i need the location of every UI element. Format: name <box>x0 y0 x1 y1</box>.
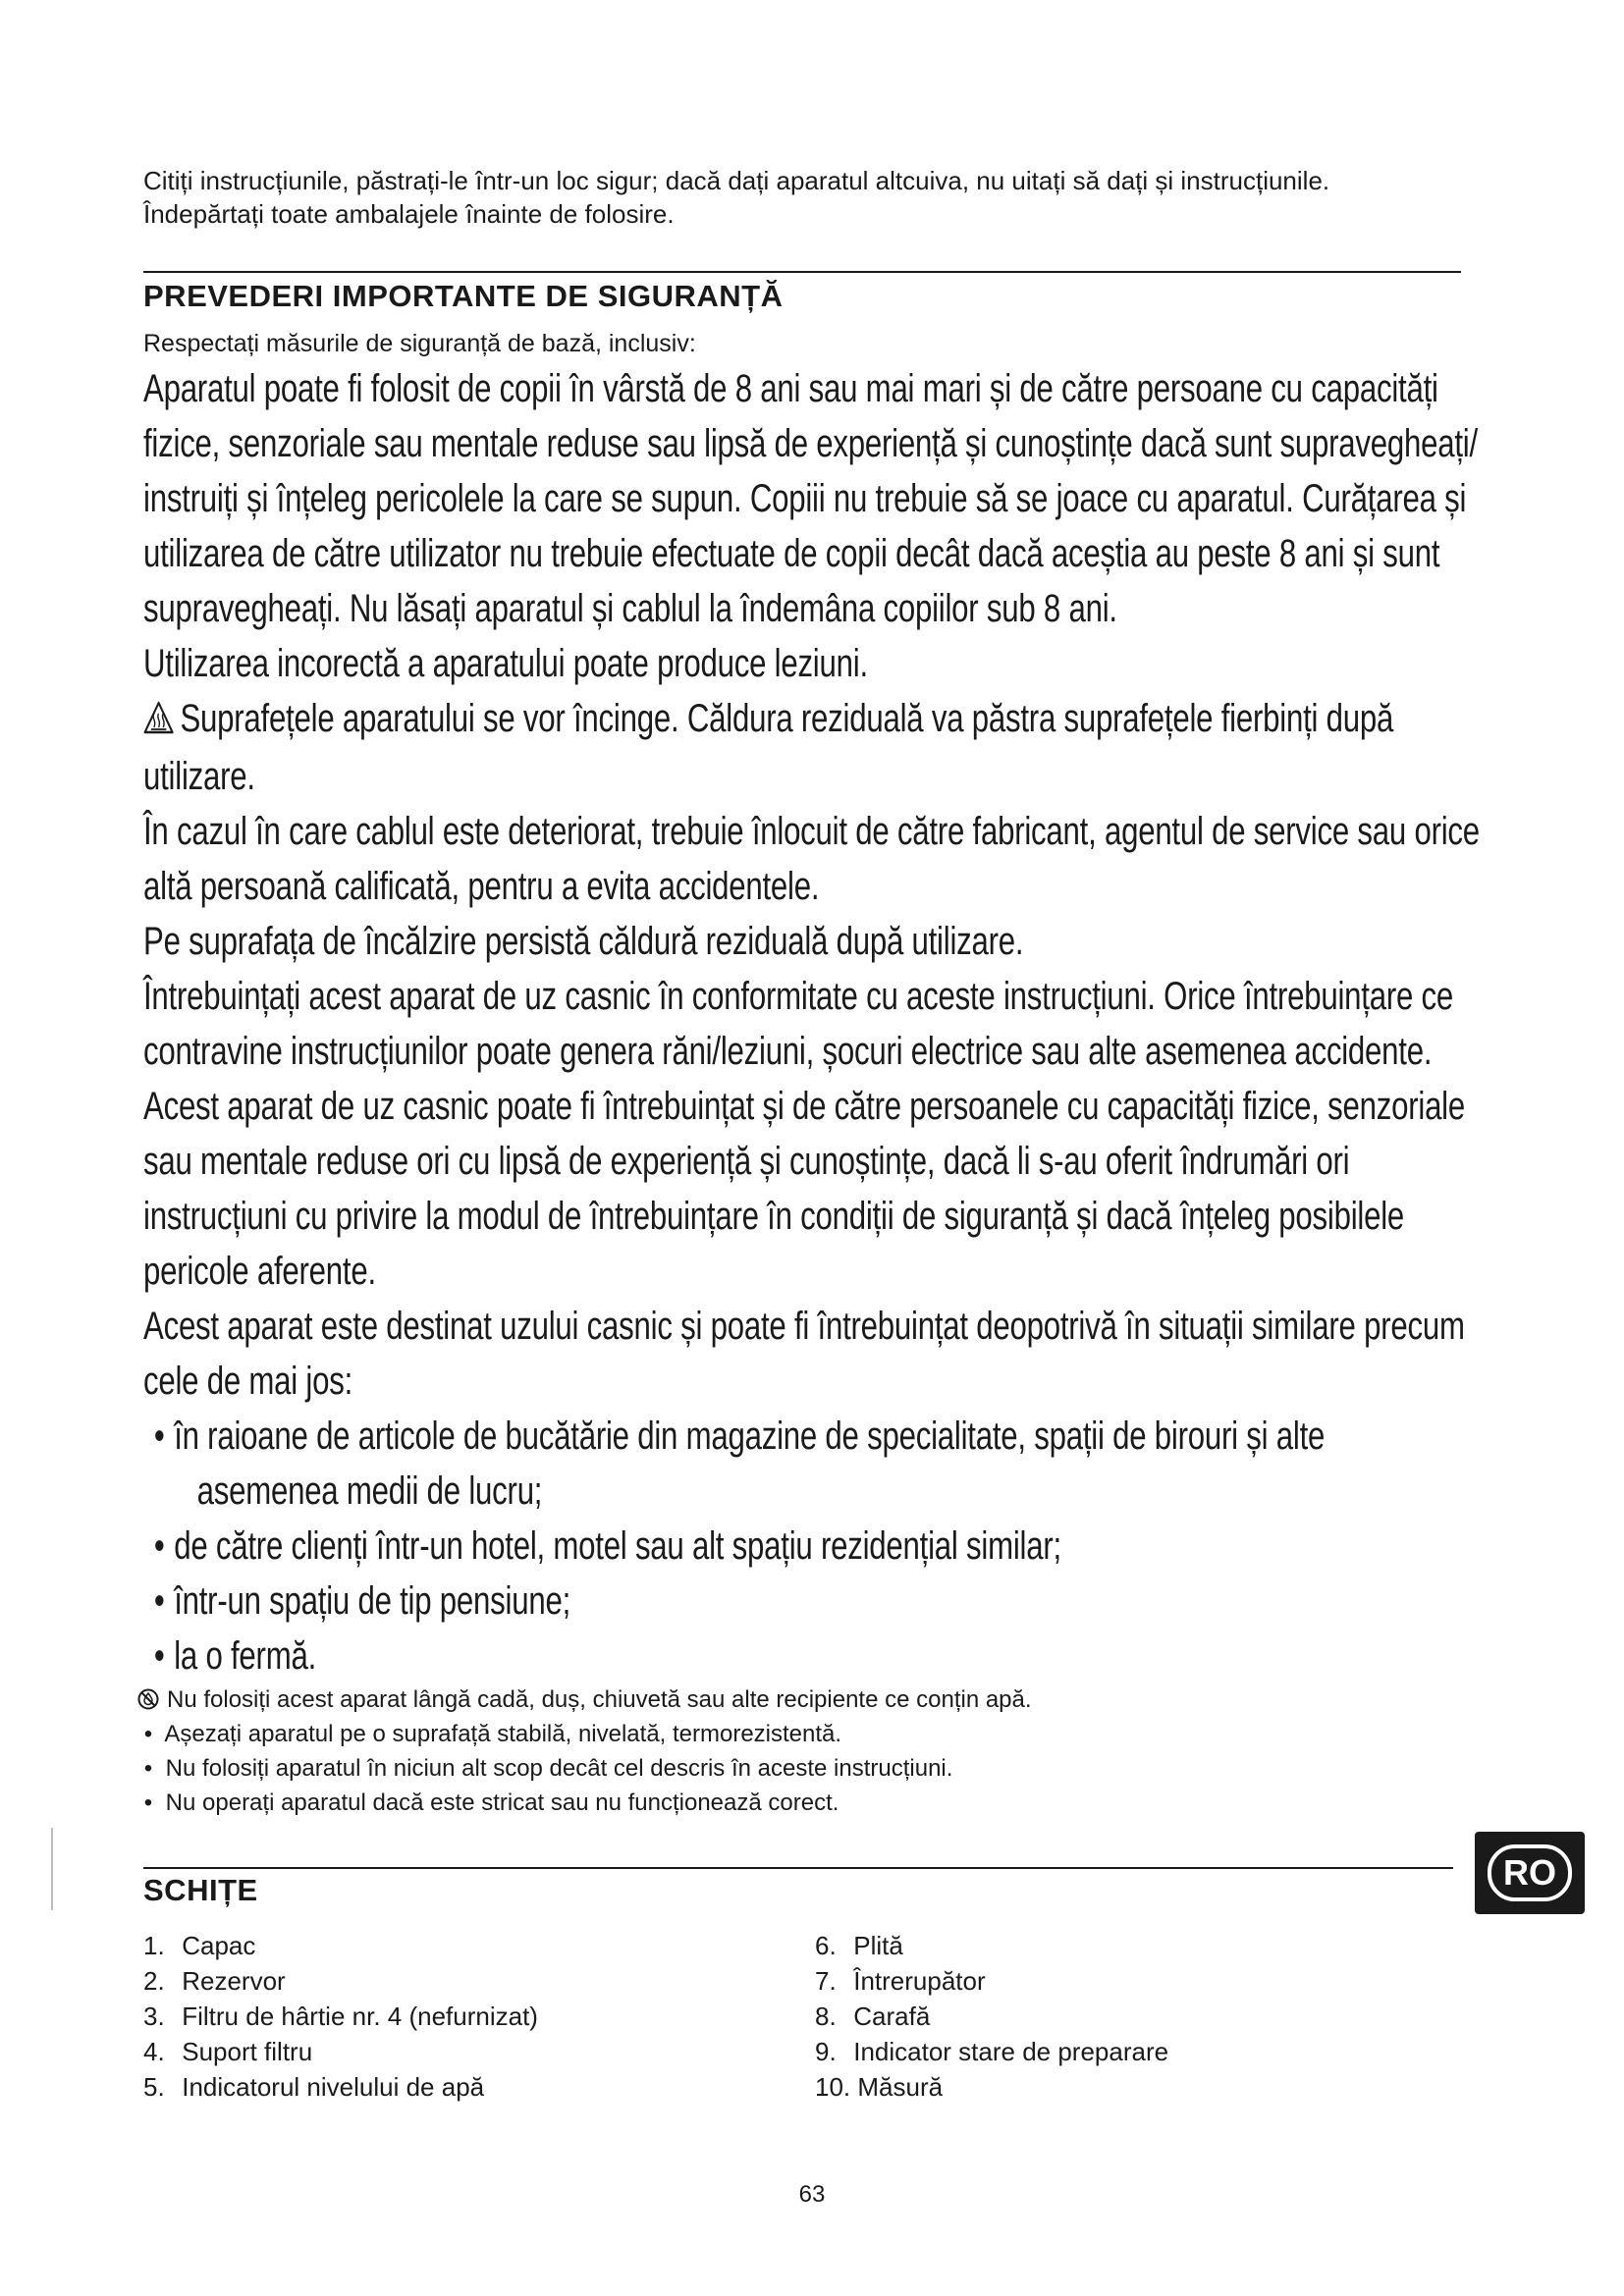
bullet: • <box>153 1524 165 1568</box>
part-number: 10. <box>815 2072 851 2102</box>
no-water-icon <box>137 1685 159 1707</box>
list-item-text: la o fermă. <box>174 1634 317 1678</box>
safety-paragraph: Aparatul poate fi folosit de copii în vârstă de 8 ani sau mai mari și de către persoane cu capacități fizice, senzoriale sau mentale reduse sau lipsă de experiență și cunoștințe dacă sunt supravegheați/ instruiți și înțeleg pericolele la care se supun. Copiii nu trebuie să se joace cu aparatul. Curățarea și utilizarea de către utilizator nu trebuie efectuate de copii decât dacă aceștia au peste 8 ani și sunt supravegheați. Nu lăsați aparatul și cablul la îndemâna copiilor sub 8 ani. <box>143 367 1478 630</box>
parts-list-right <box>815 1928 1168 2105</box>
part-item <box>143 2034 538 2069</box>
language-badge-label: RO <box>1488 1844 1572 1901</box>
safety-note <box>137 1682 1473 1717</box>
part-label: Măsură <box>857 2072 944 2102</box>
safety-paragraph: Pe suprafața de încălzire persistă căldură reziduală după utilizare. <box>143 920 1024 963</box>
part-number: 8. <box>815 2002 837 2031</box>
bullet: • <box>153 1415 165 1458</box>
list-item <box>143 1629 1491 1683</box>
bullet: • <box>143 1789 153 1816</box>
part-label: Rezervor <box>182 1966 286 1996</box>
list-item-continuation: asemenea medii de lucru; <box>196 1469 543 1513</box>
part-item <box>143 1928 538 1963</box>
list-item <box>143 1574 1491 1629</box>
list-item-text: într-un spațiu de tip pensiune; <box>174 1579 571 1623</box>
part-item <box>143 1963 538 1999</box>
intro-text <box>143 165 1479 232</box>
part-item <box>815 1928 1168 1963</box>
part-label: Întrerupător <box>853 1966 986 1996</box>
part-number: 1. <box>143 1931 165 1960</box>
hot-surface-text: Suprafețele aparatului se vor încinge. Căldura reziduală va păstra suprafețele fierbinți după utilizare. <box>143 697 1394 798</box>
divider <box>143 1867 1453 1869</box>
part-number: 4. <box>143 2037 165 2066</box>
safety-paragraph: Acest aparat de uz casnic poate fi întrebuințat și de către persoanele cu capacități fizice, senzoriale sau mentale reduse ori cu lipsă de experiență și cunoștințe, dacă li s-au oferit îndrumări ori instrucțiuni cu privire la modul de întrebuințare în condiții de siguranță și dacă înțeleg posibilele pericole aferente. <box>143 1085 1466 1293</box>
page-number: 63 <box>798 2181 826 2208</box>
safety-note-text: Așezați aparatul pe o suprafață stabilă, nivelată, termorezistentă. <box>164 1721 842 1747</box>
schite-heading: SCHIȚE <box>143 1873 258 1907</box>
list-item <box>143 1519 1491 1574</box>
intro-line: Citiți instrucțiunile, păstrați-le într-un loc sigur; dacă dați aparatul altcuiva, nu uitați să dați și instrucțiunile. <box>143 166 1330 195</box>
safety-paragraph: În cazul în care cablul este deteriorat, trebuie înlocuit de către fabricant, agentul de service sau orice altă persoană calificată, pentru a evita accidentele. <box>143 810 1480 908</box>
part-item <box>815 2069 1168 2105</box>
intro-line: Îndepărtați toate ambalajele înainte de folosire. <box>143 198 675 229</box>
safety-heading: PREVEDERI IMPORTANTE DE SIGURANȚĂ <box>143 279 784 313</box>
parts-list-left <box>143 1928 538 2105</box>
part-item <box>815 1999 1168 2034</box>
part-item <box>143 2069 538 2105</box>
safety-notes <box>137 1682 1473 1820</box>
part-label: Capac <box>182 1931 256 1960</box>
part-number: 7. <box>815 1966 837 1996</box>
list-item <box>143 1409 1491 1464</box>
part-number: 2. <box>143 1966 165 1996</box>
safety-subheading: Respectați măsurile de siguranță de bază, inclusiv: <box>143 330 696 357</box>
safety-note-text: Nu operați aparatul dacă este stricat sau nu funcționează corect. <box>165 1789 839 1816</box>
part-number: 5. <box>143 2072 165 2102</box>
safety-paragraph: Utilizarea incorectă a aparatului poate produce leziuni. <box>143 642 868 685</box>
list-item-text: în raioane de articole de bucătărie din magazine de specialitate, spații de birouri și alte <box>174 1415 1326 1458</box>
language-badge <box>1475 1832 1585 1914</box>
safety-note <box>137 1786 1473 1820</box>
part-label: Carafă <box>853 2002 931 2031</box>
part-label: Plită <box>853 1931 903 1960</box>
part-label: Indicatorul nivelului de apă <box>182 2072 485 2102</box>
list-item-text: de către clienți într-un hotel, motel sau alt spațiu rezidențial similar; <box>174 1524 1061 1568</box>
safety-body <box>143 361 1491 1683</box>
safety-paragraph: Acest aparat este destinat uzului casnic și poate fi întrebuințat deopotrivă în situații similare precum cele de mai jos: <box>143 1305 1465 1403</box>
part-number: 9. <box>815 2037 837 2066</box>
safety-paragraph <box>143 691 1491 804</box>
part-item <box>815 2034 1168 2069</box>
safety-note <box>137 1717 1473 1751</box>
part-label: Suport filtru <box>182 2037 313 2066</box>
divider <box>143 271 1461 273</box>
part-label: Indicator stare de preparare <box>853 2037 1169 2066</box>
part-label: Filtru de hârtie nr. 4 (nefurnizat) <box>182 2002 538 2031</box>
bullet: • <box>143 1721 153 1747</box>
safety-note <box>137 1751 1473 1786</box>
safety-note-text: Nu folosiți aparatul în niciun alt scop decât cel descris în aceste instrucțiuni. <box>165 1755 953 1782</box>
part-item <box>815 1963 1168 1999</box>
part-number: 6. <box>815 1931 837 1960</box>
bullet: • <box>153 1634 165 1678</box>
part-item <box>143 1999 538 2034</box>
margin-line <box>51 1828 53 1910</box>
part-number: 3. <box>143 2002 165 2031</box>
safety-paragraph: Întrebuințați acest aparat de uz casnic în conformitate cu aceste instrucțiuni. Orice întrebuințare ce contravine instrucțiunilor poate genera răni/leziuni, șocuri electrice sau alte asemenea accidente. <box>143 975 1454 1073</box>
safety-note-text: Nu folosiți acest aparat lângă cadă, duș, chiuvetă sau alte recipiente ce conțin apă. <box>167 1686 1032 1713</box>
bullet: • <box>153 1579 165 1623</box>
bullet: • <box>143 1755 153 1782</box>
hot-surface-warning-icon <box>143 694 174 749</box>
